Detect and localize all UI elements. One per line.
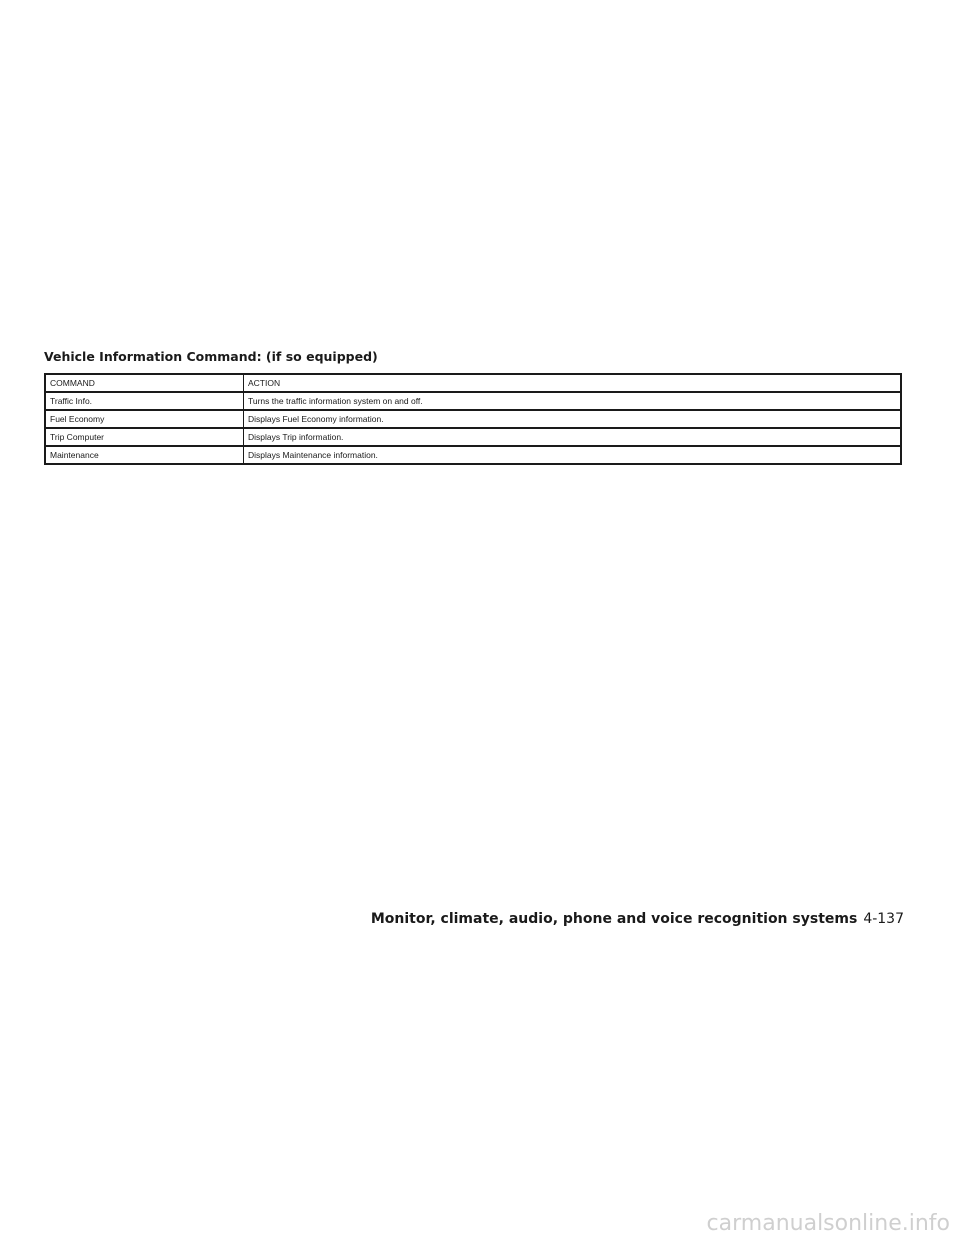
action-cell: Displays Maintenance information. [244, 446, 902, 464]
command-cell: Trip Computer [45, 428, 244, 446]
action-cell: Turns the traffic information system on and off. [244, 392, 902, 410]
page-number: 4-137 [863, 911, 904, 927]
footer-chapter-title: Monitor, climate, audio, phone and voice recognition systems [370, 911, 858, 927]
site-watermark: carmanualsonline.info [706, 1211, 950, 1236]
column-header-action: ACTION [244, 374, 902, 392]
column-header-command: COMMAND [45, 374, 244, 392]
page-footer [371, 911, 904, 927]
table-row [45, 446, 901, 464]
table-row [45, 392, 901, 410]
table-row [45, 410, 901, 428]
table-header-row [45, 374, 901, 392]
command-cell: Maintenance [45, 446, 244, 464]
action-cell: Displays Fuel Economy information. [244, 410, 902, 428]
command-cell: Fuel Economy [45, 410, 244, 428]
table-row [45, 428, 901, 446]
command-cell: Traffic Info. [45, 392, 244, 410]
action-cell: Displays Trip information. [244, 428, 902, 446]
command-table [44, 373, 902, 465]
section-title: Vehicle Information Command: (if so equipped) [44, 349, 378, 364]
